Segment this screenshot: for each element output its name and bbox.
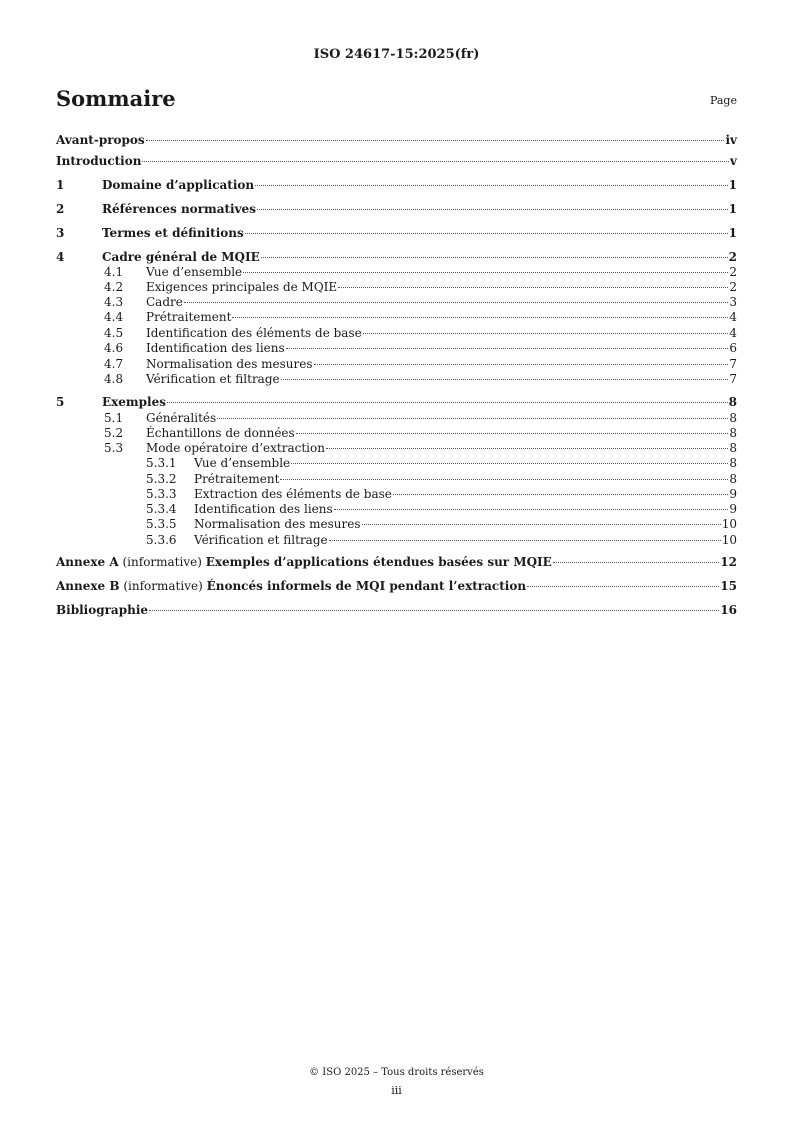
toc-entry-page: 1	[728, 202, 737, 216]
toc-entry-number: 5.3	[104, 441, 124, 455]
toc-entry-number: 5.1	[104, 411, 124, 425]
dot-leader	[281, 379, 729, 380]
annex-title: Énoncés informels de MQI pendant l’extraction	[206, 579, 527, 593]
toc-entry-label	[56, 554, 552, 570]
toc-entry-page: 8	[729, 411, 737, 425]
toc-entry-clause-5[interactable]	[56, 394, 737, 410]
dot-leader	[261, 257, 728, 258]
toc-entry-label: Identification des liens	[146, 341, 285, 355]
toc-entry-label: Avant-propos	[56, 133, 145, 147]
toc-entry-number: 1	[56, 178, 65, 192]
toc-entry-page: 2	[728, 250, 737, 264]
toc-entry-number: 5.3.1	[146, 456, 177, 470]
dot-leader	[314, 364, 729, 365]
toc-entry-section-5-2[interactable]	[104, 425, 737, 441]
dot-leader	[553, 562, 720, 563]
toc-entry-label: Bibliographie	[56, 603, 149, 617]
dot-leader	[146, 140, 725, 141]
toc-entry-label	[56, 578, 526, 594]
toc-entry-label: Cadre général de MQIE	[102, 250, 260, 264]
toc-entry-section-4-3[interactable]	[104, 294, 737, 310]
dot-leader	[257, 209, 728, 210]
toc-entry-page: 7	[729, 357, 737, 371]
toc-entry-number: 4.1	[104, 265, 124, 279]
dot-leader	[296, 433, 729, 434]
dot-leader	[338, 287, 728, 288]
toc-entry-label: Références normatives	[102, 202, 256, 216]
toc-entry-number: 5.3.2	[146, 472, 177, 486]
toc-entry-label: Introduction	[56, 154, 142, 168]
toc-entry-page: 10	[721, 533, 737, 547]
toc-entry-section-4-2[interactable]	[104, 279, 737, 295]
toc-entry-label: Identification des liens	[194, 502, 333, 516]
toc-entry-label: Cadre	[146, 295, 183, 309]
annex-title: Exemples d’applications étendues basées sur MQIE	[205, 555, 552, 569]
toc-entry-section-4-7[interactable]	[104, 356, 737, 372]
toc-entry-number: 4.5	[104, 326, 124, 340]
toc-entry-subsection-5-3-5[interactable]	[146, 516, 737, 532]
toc-entry-page: 8	[729, 456, 737, 470]
footer-copyright: © ISO 2025 – Tous droits réservés	[309, 1067, 484, 1078]
dot-leader	[245, 233, 728, 234]
toc-entry-page: 9	[729, 502, 737, 516]
toc-entry-number: 4.8	[104, 372, 124, 386]
toc-entry-label: Prétraitement	[194, 472, 280, 486]
dot-leader	[232, 317, 728, 318]
toc-entry-section-4-8[interactable]	[104, 371, 737, 387]
toc-entry-number: 5.3.3	[146, 487, 177, 501]
toc-entry-page: 8	[728, 395, 737, 409]
toc-entry-label: Exigences principales de MQIE	[146, 280, 338, 294]
toc-entry-annex-a[interactable]	[56, 554, 737, 570]
toc-entry-number: 3	[56, 226, 65, 240]
toc-entry-page: 16	[720, 603, 737, 617]
dot-leader	[334, 509, 729, 510]
dot-leader	[291, 463, 728, 464]
dot-leader	[363, 333, 729, 334]
toc-entry-page: 8	[729, 426, 737, 440]
page-column-label: Page	[709, 94, 737, 107]
toc-entry-number: 5.2	[104, 426, 124, 440]
dot-leader	[149, 610, 719, 611]
toc-entry-page: 3	[729, 295, 737, 309]
toc-entry-avant-propos[interactable]	[56, 132, 737, 148]
toc-entry-number: 4	[56, 250, 65, 264]
footer-page-number: iii	[391, 1084, 402, 1097]
dot-leader	[393, 494, 728, 495]
dot-leader	[280, 479, 728, 480]
toc-entry-label: Domaine d’application	[102, 178, 255, 192]
toc-entry-label: Normalisation des mesures	[194, 517, 361, 531]
toc-entry-label: Identification des éléments de base	[146, 326, 362, 340]
toc-entry-page: iv	[725, 133, 737, 147]
toc-entry-label: Extraction des éléments de base	[194, 487, 392, 501]
dot-leader	[217, 418, 728, 419]
toc-entry-page: 9	[729, 487, 737, 501]
toc-entry-page: 8	[729, 441, 737, 455]
toc-entry-number: 5.3.6	[146, 533, 177, 547]
toc-entry-clause-1[interactable]	[56, 177, 737, 193]
toc-entry-section-4-6[interactable]	[104, 340, 737, 356]
toc-entry-label: Vue d’ensemble	[194, 456, 291, 470]
toc-entry-subsection-5-3-6[interactable]	[146, 532, 737, 548]
toc-entry-page: 15	[720, 579, 737, 593]
toc-entry-page: 4	[729, 310, 737, 324]
toc-entry-number: 4.6	[104, 341, 124, 355]
document-header: ISO 24617-15:2025(fr)	[313, 47, 480, 62]
annex-name: Annexe A	[56, 555, 119, 569]
toc-entry-label: Exemples	[102, 395, 166, 409]
annex-qualifier: (informative)	[122, 555, 202, 569]
toc-entry-number: 5	[56, 395, 65, 409]
dot-leader	[527, 586, 719, 587]
dot-leader	[243, 272, 728, 273]
toc-entry-page: 2	[729, 280, 737, 294]
toc-entry-subsection-5-3-4[interactable]	[146, 501, 737, 517]
toc-entry-section-5-1[interactable]	[104, 410, 737, 426]
toc-entry-page: 2	[729, 265, 737, 279]
toc-entry-page: 12	[720, 555, 737, 569]
toc-entry-section-5-3[interactable]	[104, 440, 737, 456]
dot-leader	[326, 448, 728, 449]
toc-entry-section-4-1[interactable]	[104, 264, 737, 280]
dot-leader	[142, 161, 729, 162]
toc-entry-number: 2	[56, 202, 65, 216]
toc-entry-number: 5.3.5	[146, 517, 177, 531]
toc-entry-label: Normalisation des mesures	[146, 357, 313, 371]
toc-entry-section-4-4[interactable]	[104, 309, 737, 325]
toc-entry-bibliographie[interactable]	[56, 602, 737, 618]
toc-entry-subsection-5-3-2[interactable]	[146, 471, 737, 487]
toc-entry-page: 8	[729, 472, 737, 486]
page-title: Sommaire	[56, 86, 176, 111]
toc-entry-page: 7	[729, 372, 737, 386]
dot-leader	[362, 524, 721, 525]
toc-entry-number: 4.3	[104, 295, 124, 309]
toc-entry-label: Vue d’ensemble	[146, 265, 243, 279]
toc-entry-clause-3[interactable]	[56, 225, 737, 241]
toc-entry-page: 4	[729, 326, 737, 340]
toc-entry-label: Échantillons de données	[146, 426, 295, 440]
toc-entry-label: Prétraitement	[146, 310, 232, 324]
toc-entry-page: 1	[728, 226, 737, 240]
toc-entry-number: 4.4	[104, 310, 124, 324]
title-row	[56, 86, 737, 112]
dot-leader	[286, 348, 729, 349]
toc-entry-clause-4[interactable]	[56, 249, 737, 265]
toc-entry-label: Généralités	[146, 411, 217, 425]
toc-entry-number: 4.2	[104, 280, 124, 294]
toc-entry-page: 6	[729, 341, 737, 355]
toc-entry-label: Vérification et filtrage	[146, 372, 280, 386]
toc-entry-label: Mode opératoire d’extraction	[146, 441, 325, 455]
toc-entry-number: 4.7	[104, 357, 124, 371]
toc-entry-subsection-5-3-3[interactable]	[146, 486, 737, 502]
toc-entry-introduction[interactable]	[56, 153, 737, 169]
toc-entry-page: 10	[721, 517, 737, 531]
toc-entry-page: v	[730, 154, 737, 168]
annex-name: Annexe B	[56, 579, 120, 593]
toc-entry-number: 5.3.4	[146, 502, 177, 516]
annex-qualifier: (informative)	[123, 579, 203, 593]
dot-leader	[184, 302, 729, 303]
toc-entry-subsection-5-3-1[interactable]	[146, 455, 737, 471]
toc-entry-annex-b[interactable]	[56, 578, 737, 594]
dot-leader	[329, 540, 721, 541]
dot-leader	[167, 402, 728, 403]
toc-entry-label: Termes et définitions	[102, 226, 244, 240]
toc-entry-page: 1	[728, 178, 737, 192]
toc-entry-label: Vérification et filtrage	[194, 533, 328, 547]
toc-entry-clause-2[interactable]	[56, 201, 737, 217]
toc-entry-section-4-5[interactable]	[104, 325, 737, 341]
dot-leader	[255, 185, 728, 186]
